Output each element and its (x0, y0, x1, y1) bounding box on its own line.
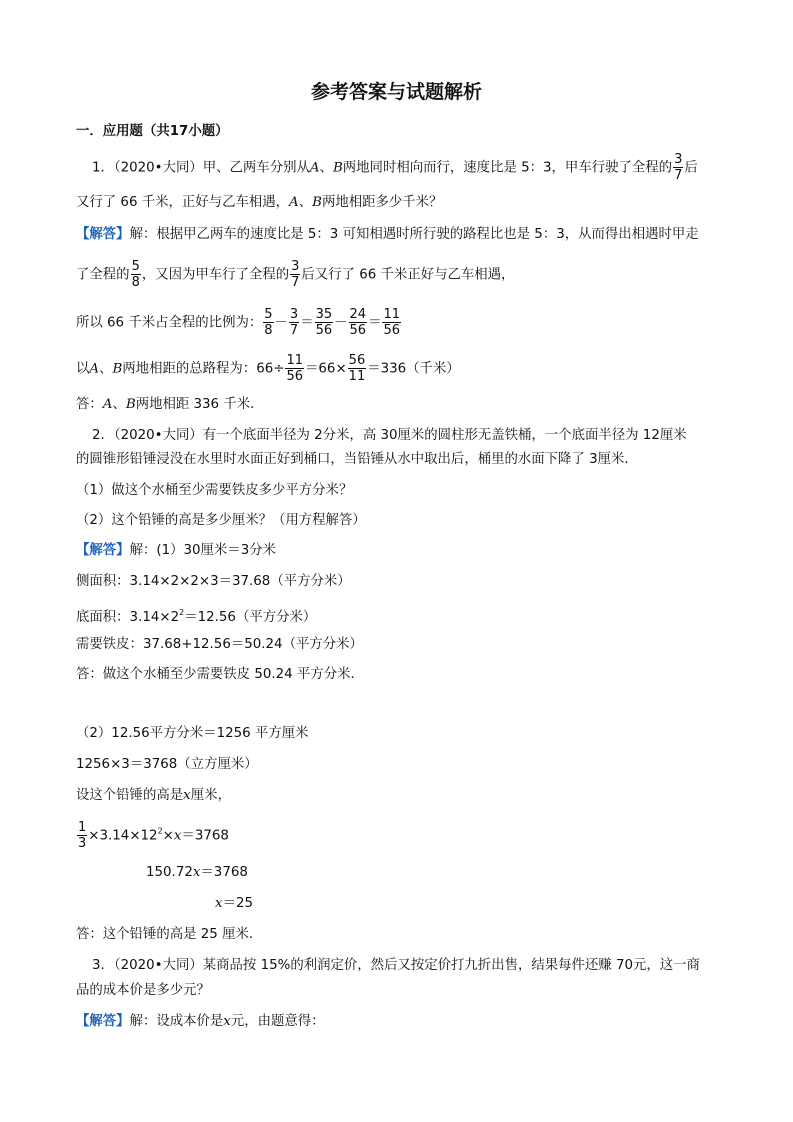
fraction-56-11: $\frac{56}{11}$ (348, 353, 366, 384)
fraction-5-8: $\frac{5}{8}$ (264, 307, 273, 338)
q3-line-2: 品的成本价是多少元？ (76, 983, 210, 998)
q1-answer-line-3: 所以 66 千米占全程的比例为： $\frac{5}{8}$ － $\frac{3}{7}$ ＝ $\frac{35}{56}$ － $\frac{24}{56}$ ＝ $\frac{11}{56}$ (76, 307, 401, 338)
fraction-5-8: $\frac{5}{8}$ (131, 259, 140, 290)
q2-equation-2: 150.72x＝3768 (146, 865, 248, 880)
answer-tag: 【解答】 (76, 543, 130, 558)
fraction-1-3: $\frac{1}{3}$ (78, 820, 87, 851)
q2-sub-question-2: （2）这个铅锤的高是多少厘米？（用方程解答） (76, 513, 366, 528)
fraction-24-56: $\frac{24}{56}$ (349, 307, 367, 338)
q2-answer-line-3: 底面积：$3.14\times 2^2=12.56$（平方分米） (76, 608, 317, 625)
q1-line-2: 又行了 66 千米，正好与乙车相遇，A、B两地相距多少千米？ (76, 195, 443, 210)
fraction-11-56: $\frac{11}{56}$ (286, 353, 304, 384)
section-heading: 一．应用题（共17小题） (76, 124, 229, 139)
q1-final-answer: 答：A、B两地相距 336 千米． (76, 397, 264, 412)
q2-sub-question-1: （1）做这个水桶至少需要铁皮多少平方分米？ (76, 483, 353, 498)
fraction-3-7: $\frac{3}{7}$ (289, 307, 299, 338)
q2-part2-line-1: （2）12.56平方分米＝1256 平方厘米 (76, 726, 309, 741)
q3-line-1: 3．（2020•大同）某商品按 15%的利润定价，然后又按定价打九折出售，结果每件还赚 70元，这一商 (92, 958, 700, 973)
q1-answer-line-2: 了全程的 $\frac{5}{8}$ ，又因为甲车行了全程的 $\frac{3}{7}$ 后又行了 66 千米正好与乙车相遇， (76, 259, 515, 290)
q1-answer-line-1: 【解答】解：根据甲乙两车的速度比是 5：3 可知相遇时所行驶的路程比也是 5：3，从而得出相遇时甲走 (76, 227, 699, 242)
fraction-35-56: $\frac{35}{56}$ (315, 307, 333, 338)
q2-answer-line-2: 侧面积：3.14×2×2×3＝37.68（平方分米） (76, 574, 351, 589)
answer-tag: 【解答】 (76, 227, 130, 242)
q2-line-2: 的圆锥形铅锤浸没在水里时水面正好到桶口，当铅锤从水中取出后，桶里的水面下降了 3厘米． (76, 452, 638, 467)
page-title: 参考答案与试题解析 (310, 81, 482, 103)
fraction-11-56: $\frac{11}{56}$ (383, 307, 401, 338)
q2-line-1: 2．（2020•大同）有一个底面半径为 2分米，高 30厘米的圆柱形无盖铁桶，一个底面半径为 12厘米 (92, 428, 687, 443)
q2-final-answer: 答：这个铅锤的高是 25 厘米． (76, 927, 263, 942)
q2-equation-1: $\frac{1}{3}$ $\times 3.14\times 12^2\times x=3768$ (78, 820, 229, 851)
q3-answer-line-1: 【解答】解：设成本价是x元，由题意得： (76, 1014, 325, 1029)
fraction-3-7: $\frac{3}{7}$ (674, 152, 683, 183)
fraction-3-7: $\frac{3}{7}$ (291, 259, 300, 290)
q2-answer-line-5: 答：做这个水桶至少需要铁皮 50.24 平方分米． (76, 667, 364, 682)
answer-tag: 【解答】 (76, 1014, 130, 1029)
q2-equation-3: x＝25 (215, 896, 253, 911)
q1-line-1: 1．（2020•大同）甲、乙两车分别从A、B两地同时相向而行，速度比是 5：3，甲车行驶了全程的 $\frac{3}{7}$ 后 (92, 152, 698, 183)
q1-answer-line-4: 以A、B两地相距的总路程为：66÷ $\frac{11}{56}$ ＝66× $\frac{56}{11}$ ＝336（千米） (76, 353, 460, 384)
q2-answer-line-1: 【解答】解：(1）30厘米＝3分米 (76, 543, 276, 558)
q2-part2-line-2: 1256×3＝3768（立方厘米） (76, 757, 258, 772)
q2-answer-line-4: 需要铁皮：37.68+12.56＝50.24（平方分米） (76, 637, 363, 652)
q2-part2-line-3: 设这个铅锤的高是x厘米， (76, 788, 231, 803)
